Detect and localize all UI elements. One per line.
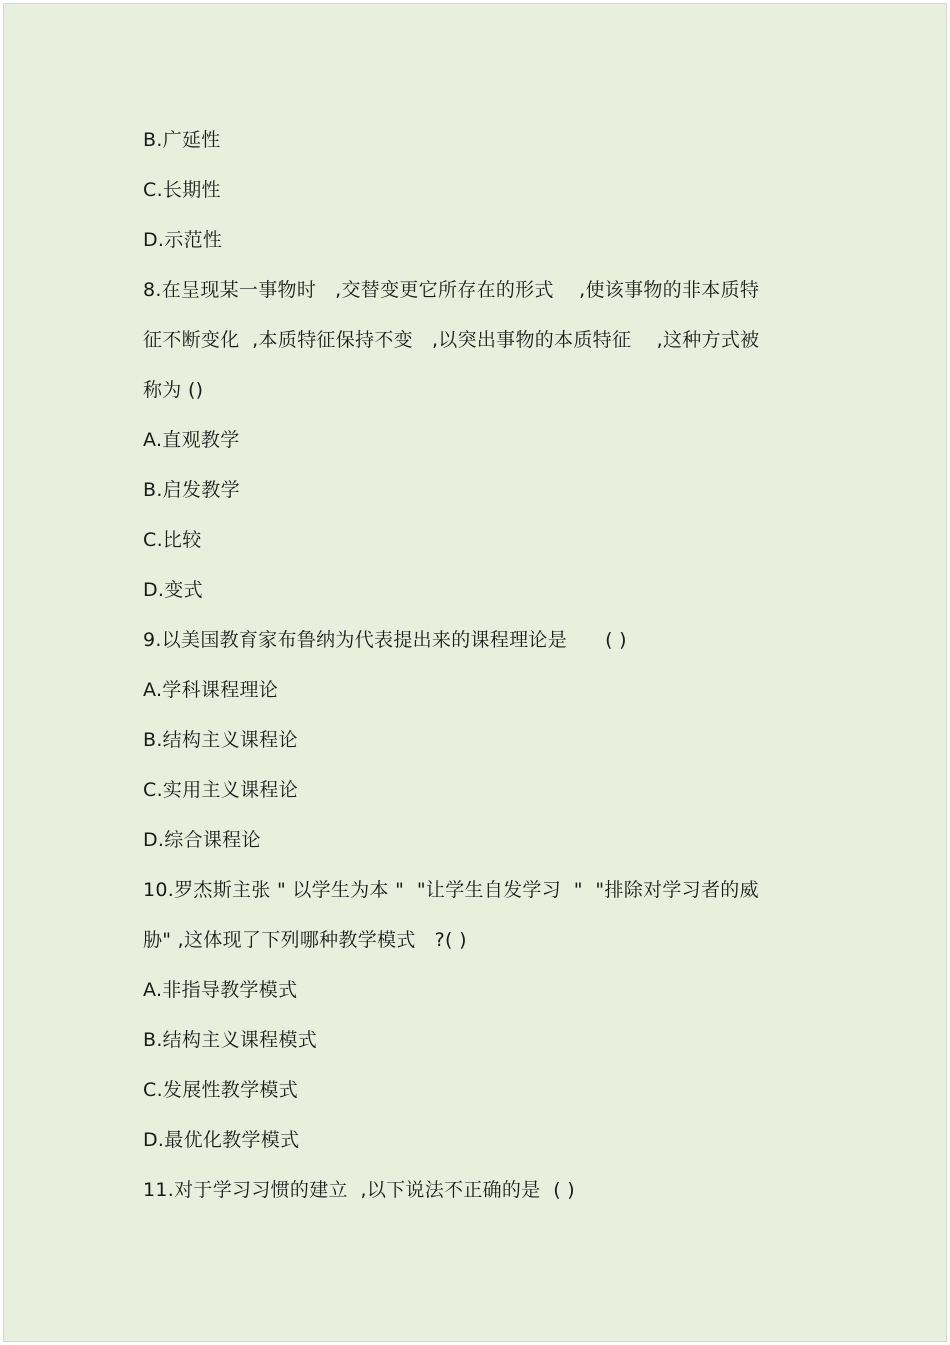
question-10-line-2: 胁" ,这体现了下列哪种教学模式 ?( ) bbox=[143, 929, 467, 951]
question-9: 9.以美国教育家布鲁纳为代表提出来的课程理论是 ( ) bbox=[143, 629, 627, 651]
option-7c: C.长期性 bbox=[143, 179, 221, 201]
option-9d: D.综合课程论 bbox=[143, 829, 261, 851]
question-11: 11.对于学习习惯的建立 ,以下说法不正确的是 ( ) bbox=[143, 1179, 575, 1201]
option-8c: C.比较 bbox=[143, 529, 202, 551]
option-10a: A.非指导教学模式 bbox=[143, 979, 298, 1001]
option-9c: C.实用主义课程论 bbox=[143, 779, 299, 801]
option-10c: C.发展性教学模式 bbox=[143, 1079, 299, 1101]
option-8b: B.启发教学 bbox=[143, 479, 240, 501]
option-10d: D.最优化教学模式 bbox=[143, 1129, 300, 1151]
option-9b: B.结构主义课程论 bbox=[143, 729, 298, 751]
option-8a: A.直观教学 bbox=[143, 429, 240, 451]
option-9a: A.学科课程理论 bbox=[143, 679, 279, 701]
question-8-line-1: 8.在呈现某一事物时 ,交替变更它所存在的形式 ,使该事物的非本质特 bbox=[143, 279, 760, 301]
option-10b: B.结构主义课程模式 bbox=[143, 1029, 318, 1051]
question-8-line-3: 称为 () bbox=[143, 379, 204, 401]
option-8d: D.变式 bbox=[143, 579, 203, 601]
option-7d: D.示范性 bbox=[143, 229, 223, 251]
option-7b: B.广延性 bbox=[143, 129, 221, 151]
question-8-line-2: 征不断变化 ,本质特征保持不变 ,以突出事物的本质特征 ,这种方式被 bbox=[143, 329, 760, 351]
question-10-line-1: 10.罗杰斯主张 " 以学生为本 " "让学生自发学习 " "排除对学习者的威 bbox=[143, 879, 759, 901]
